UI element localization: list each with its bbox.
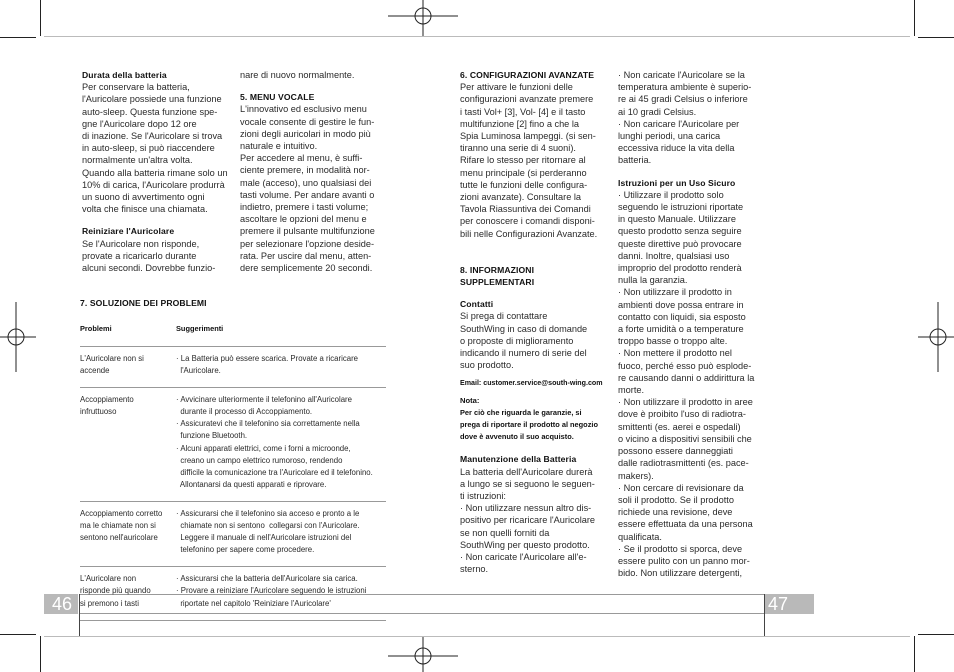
- heading-restart: Reiniziare l'Auricolare: [82, 226, 175, 237]
- text-line: si premono i tasti: [80, 598, 139, 608]
- note-paragraph: [460, 407, 610, 443]
- text-line: · Non utilizzare il prodotto in aree: [618, 397, 753, 408]
- column-header-problems: Problemi: [80, 324, 112, 333]
- text-line: soli il prodotto. Se il prodotto: [618, 494, 734, 505]
- text-line: Rifare lo stesso per ritornare al: [460, 155, 586, 166]
- text-line: o proposte di miglioramento: [460, 335, 574, 346]
- text-line: Se l'Auricolare non risponde,: [82, 238, 200, 249]
- text-line: chiamate non si sentono collegarsi con l'Auricolare.: [176, 521, 360, 531]
- text-line: dove è proibito l'uso di radiotra-: [618, 409, 746, 420]
- text-line: richiede una revisione, deve: [618, 507, 733, 518]
- text-line: seguendo le istruzioni riportate: [618, 202, 744, 213]
- text-line: l'Auricolare.: [176, 366, 221, 376]
- text-line: questo prodotto senza seguire: [618, 226, 742, 237]
- heading-troubleshooting: 7. SOLUZIONE DEI PROBLEMI: [80, 298, 207, 308]
- text-line: zioni avanzate). Consultare la: [460, 192, 582, 203]
- text-line: batteria.: [618, 155, 652, 166]
- text-line: ciente premere, in modalità nor-: [240, 165, 370, 176]
- text-line: ambienti dove possa entrare in: [618, 299, 744, 310]
- heading-voice-menu: 5. MENU VOCALE: [240, 92, 315, 103]
- text-line: · Non utilizzare nessun altro dis-: [460, 503, 592, 514]
- text-line: danni. Inoltre, qualsiasi uso: [618, 250, 730, 261]
- text-line: a lungo se si seguono le seguen-: [460, 478, 595, 489]
- page-number-right: 47: [768, 594, 789, 614]
- text-line: eccessiva riduce la vita della: [618, 143, 735, 154]
- text-line: dere semplicemente 20 secondi.: [240, 263, 373, 274]
- text-line: · Non caricate l'Auricolare all'e-: [460, 552, 587, 563]
- heading-additional-info: 8. INFORMAZIONI SUPPLEMENTARI: [460, 264, 535, 288]
- right-column-2: [618, 69, 768, 579]
- text-line: possono essere danneggiati: [618, 446, 733, 457]
- text-line: L'Auricolare non: [80, 574, 137, 584]
- text-line: accende: [80, 366, 110, 376]
- suggestion-cell: [176, 394, 386, 491]
- suggestion-cell: [176, 508, 386, 556]
- text-line: provate a ricaricarlo durante: [82, 250, 197, 261]
- text-line: sterno.: [460, 564, 489, 575]
- text-line: qualificata.: [618, 531, 662, 542]
- crop-mark: [914, 0, 915, 36]
- text-line: smittenti (es. aerei e ospedali): [618, 421, 741, 432]
- text-line: configurazioni avanzate premere: [460, 94, 594, 105]
- text-line: difficile la comunicazione tra l'Auricolare ed il telefonino.: [176, 467, 373, 477]
- text-line: essere pulito con un panno mor-: [618, 555, 750, 566]
- text-line: makers).: [618, 470, 654, 481]
- text-line: sentono nell'auricolare: [80, 533, 158, 543]
- text-line: in auto-sleep, si può riaccendere: [82, 143, 215, 154]
- text-line: nulla la garanzia.: [618, 275, 688, 286]
- left-column-1: [82, 69, 232, 274]
- advanced-config-paragraph: [460, 81, 610, 240]
- text-line: funzione Bluetooth.: [176, 431, 248, 441]
- text-line: rata. Per uscire dal menu, atten-: [240, 250, 372, 261]
- text-line: se non quelli forniti da: [460, 527, 550, 538]
- text-line: suo prodotto.: [460, 360, 514, 371]
- text-line: · Alcuni apparati elettrici, come i forni a microonde,: [176, 443, 351, 453]
- registration-mark-icon: [918, 302, 954, 372]
- text-line: · Provare a reiniziare l'Auricolare seguendo le istruzioni: [176, 586, 367, 596]
- suggestion-cell: [176, 573, 386, 609]
- text-line: zioni degli auricolari in modo più: [240, 128, 371, 139]
- text-line: · Non caricare l'Auricolare per: [618, 118, 740, 129]
- text-line: essere effettuata da una persona: [618, 519, 753, 530]
- text-line: · Non cercare di revisionare da: [618, 482, 744, 493]
- crop-mark: [0, 37, 36, 38]
- text-line: · Se il prodotto si sporca, deve: [618, 543, 743, 554]
- text-line: ti istruzioni:: [460, 491, 506, 502]
- text-line: Accoppiamento corretto: [80, 508, 163, 518]
- text-line: tiranno una serie di 4 suoni).: [460, 143, 576, 154]
- text-line: dove è avvenuto il suo acquisto.: [460, 432, 574, 442]
- text-line: improprio del prodotto renderà: [618, 263, 742, 274]
- note-heading: Nota:: [460, 396, 480, 406]
- problem-cell: [80, 394, 170, 418]
- text-line: l'Auricolare possiede una funzione: [82, 94, 222, 105]
- continuation-text: nare di nuovo normalmente.: [240, 70, 355, 80]
- text-line: ma le chiamate non si: [80, 521, 156, 531]
- text-line: a forte umidità o a temperature: [618, 324, 744, 335]
- text-line: auto-sleep. Questa funzione spe-: [82, 106, 218, 117]
- battery-maintenance-paragraph: [460, 466, 610, 576]
- text-line: ai 10 gradi Celsius.: [618, 106, 697, 117]
- text-line: · Non mettere il prodotto nel: [618, 348, 732, 359]
- table-row: [80, 502, 386, 567]
- page-number-bar-right: [765, 594, 814, 614]
- text-line: 10% di carica, l'Auricolare produrrà: [82, 179, 225, 190]
- text-line: · La Batteria può essere scarica. Provate a ricaricare: [176, 354, 359, 363]
- text-line: risponde più quando: [80, 586, 151, 596]
- text-line: alcuni secondi. Dovrebbe funzio-: [82, 263, 216, 274]
- suggestion-cell: [176, 353, 386, 377]
- text-line: L'Auricolare non si: [80, 354, 144, 363]
- text-line: Allontanarsi da questi apparati e riprovare.: [176, 479, 327, 489]
- heading-battery-maintenance: Manutenzione della Batteria: [460, 454, 577, 465]
- text-line: temperatura ambiente è superio-: [618, 82, 752, 93]
- text-line: Leggere il manuale di nell'Auricolare istruzioni del: [176, 533, 352, 543]
- text-line: menu principale (si perderanno: [460, 167, 587, 178]
- page-top-rule: [44, 36, 910, 37]
- crop-mark: [40, 0, 41, 36]
- text-line: tutte le funzioni delle configura-: [460, 179, 588, 190]
- heading-advanced-config: 6. CONFIGURAZIONI AVANZATE: [460, 70, 595, 80]
- text-line: indicando il numero di serie del: [460, 348, 587, 359]
- column-header-suggestions: Suggerimenti: [176, 324, 224, 333]
- text-line: i tasti Vol+ [3], Vol- [4] e il tasto: [460, 106, 586, 117]
- text-line: o vicino a dispositivi sensibili che: [618, 433, 752, 444]
- text-line: premere il pulsante multifunzione: [240, 226, 375, 237]
- safe-use-paragraph: [618, 189, 768, 580]
- text-line: · Utilizzare il prodotto solo: [618, 189, 724, 200]
- table-row: [80, 347, 386, 388]
- text-line: male (acceso), uno qualsiasi dei: [240, 177, 372, 188]
- text-line: normalmente un'altra volta.: [82, 155, 193, 166]
- text-line: SouthWing per questo prodotto.: [460, 539, 590, 550]
- text-line: volta che finisce una chiamata.: [82, 204, 208, 215]
- text-line: vocale consente di gestire le fun-: [240, 116, 375, 127]
- table-body: [80, 347, 386, 621]
- crop-mark: [918, 37, 954, 38]
- heading-battery-life: Durata della batteria: [82, 70, 167, 80]
- text-line: contatto con liquidi, sia esposto: [618, 311, 746, 322]
- text-line: prega di riportare il prodotto al negozio: [460, 420, 598, 430]
- text-line: · Avvicinare ulteriormente il telefonino all'Auricolare: [176, 395, 352, 405]
- crop-mark: [0, 634, 36, 635]
- table-row: [80, 567, 386, 620]
- text-line: Quando alla batteria rimane solo un: [82, 167, 228, 178]
- text-line: positivo per ricaricare l'Auricolare: [460, 515, 596, 526]
- text-line: ascoltare le opzioni del menu e: [240, 214, 367, 225]
- text-line: fuoco, perché esso può esplode-: [618, 360, 752, 371]
- text-line: Accoppiamento: [80, 395, 134, 405]
- text-line: tasti volume. Per andare avanti o: [240, 189, 375, 200]
- text-line: per conoscere i comandi disponi-: [460, 216, 595, 227]
- text-line: infruttuoso: [80, 407, 117, 417]
- text-line: L'innovativo ed esclusivo menu: [240, 104, 367, 115]
- heading-contacts: Contatti: [460, 299, 494, 310]
- right-column-1: [460, 69, 610, 576]
- registration-mark-icon: [0, 302, 36, 372]
- battery-life-paragraph: [82, 81, 232, 215]
- text-line: di inazione. Se l'Auricolare si trova: [82, 131, 223, 142]
- table-header: [80, 320, 386, 347]
- crop-mark: [914, 636, 915, 672]
- page-number-bar-left: [44, 594, 78, 614]
- text-line: Per ciò che riguarda le garanzie, si: [460, 408, 582, 418]
- text-line: gne l'Auricolare dopo 12 ore: [82, 118, 197, 129]
- heading-safe-use: Istruzioni per un Uso Sicuro: [618, 177, 736, 188]
- text-line: SouthWing in caso di domande: [460, 323, 588, 334]
- text-line: Per attivare le funzioni delle: [460, 82, 573, 93]
- crop-mark: [918, 634, 954, 635]
- troubleshooting-table: [80, 320, 386, 621]
- text-line: creano un campo elettrico rumoroso, rendendo: [176, 455, 343, 465]
- text-line: Per conservare la batteria,: [82, 82, 190, 93]
- charging-warnings-paragraph: [618, 69, 768, 167]
- text-line: telefonino per sapere come procedere.: [176, 545, 315, 555]
- text-line: riportate nel capitolo 'Reiniziare l'Auricolare': [176, 598, 331, 608]
- text-line: · Assicurarsi che il telefonino sia acceso e pronto a le: [176, 508, 360, 518]
- contacts-paragraph: [460, 310, 610, 371]
- text-line: Spia Luminosa lampeggi. (si sen-: [460, 131, 596, 142]
- text-line: dalle radiotrasmittenti (es. pace-: [618, 458, 749, 469]
- text-line: durante il processo di Accoppiamento.: [176, 407, 313, 417]
- text-line: naturale e intuitivo.: [240, 141, 318, 152]
- problem-cell: [80, 573, 170, 609]
- text-line: Tavola Riassuntiva dei Comandi: [460, 204, 591, 215]
- table-row: [80, 388, 386, 502]
- registration-mark-icon: [388, 636, 458, 672]
- text-line: bili nelle Configurazioni Avanzate.: [460, 228, 598, 239]
- contact-email: Email: customer.service@south-wing.com: [460, 379, 603, 388]
- crop-mark: [40, 636, 41, 672]
- text-line: bido. Non utilizzare detergenti,: [618, 568, 743, 579]
- text-line: morte.: [618, 385, 645, 396]
- text-line: La batteria dell'Auricolare durerà: [460, 466, 593, 477]
- text-line: troppo basse o troppo alte.: [618, 336, 728, 347]
- page-number-left: 46: [52, 594, 73, 614]
- problem-cell: [80, 353, 170, 377]
- text-line: Si prega di contattare: [460, 311, 548, 322]
- text-line: in questo Manuale. Utilizzare: [618, 214, 736, 225]
- text-line: per selezionare l'opzione deside-: [240, 238, 375, 249]
- text-line: queste direttive può provocare: [618, 238, 742, 249]
- restart-paragraph: [82, 238, 232, 275]
- text-line: · Assicurarsi che la batteria dell'Auricolare sia carica.: [176, 574, 358, 584]
- text-line: indietro, premere i tasti volume;: [240, 202, 369, 213]
- problem-cell: [80, 508, 170, 544]
- text-line: re ai 45 gradi Celsius o inferiore: [618, 94, 748, 105]
- text-line: un suono di avvertimento ogni: [82, 192, 205, 203]
- text-line: · Assicuratevi che il telefonino sia correttamente nella: [176, 419, 360, 429]
- left-column-2: [240, 69, 390, 274]
- voice-menu-paragraph: [240, 103, 390, 274]
- text-line: lunghi periodi, una carica: [618, 131, 721, 142]
- page-bottom-rule: [44, 636, 910, 637]
- text-line: · Non utilizzare il prodotto in: [618, 287, 732, 298]
- text-line: · Non caricate l'Auricolare se la: [618, 70, 745, 80]
- text-line: re causando danni o addirittura la: [618, 372, 755, 383]
- text-line: multifunzione [2] fino a che la: [460, 118, 579, 129]
- registration-mark-icon: [388, 0, 458, 36]
- text-line: Per accedere al menu, è suffi-: [240, 153, 363, 164]
